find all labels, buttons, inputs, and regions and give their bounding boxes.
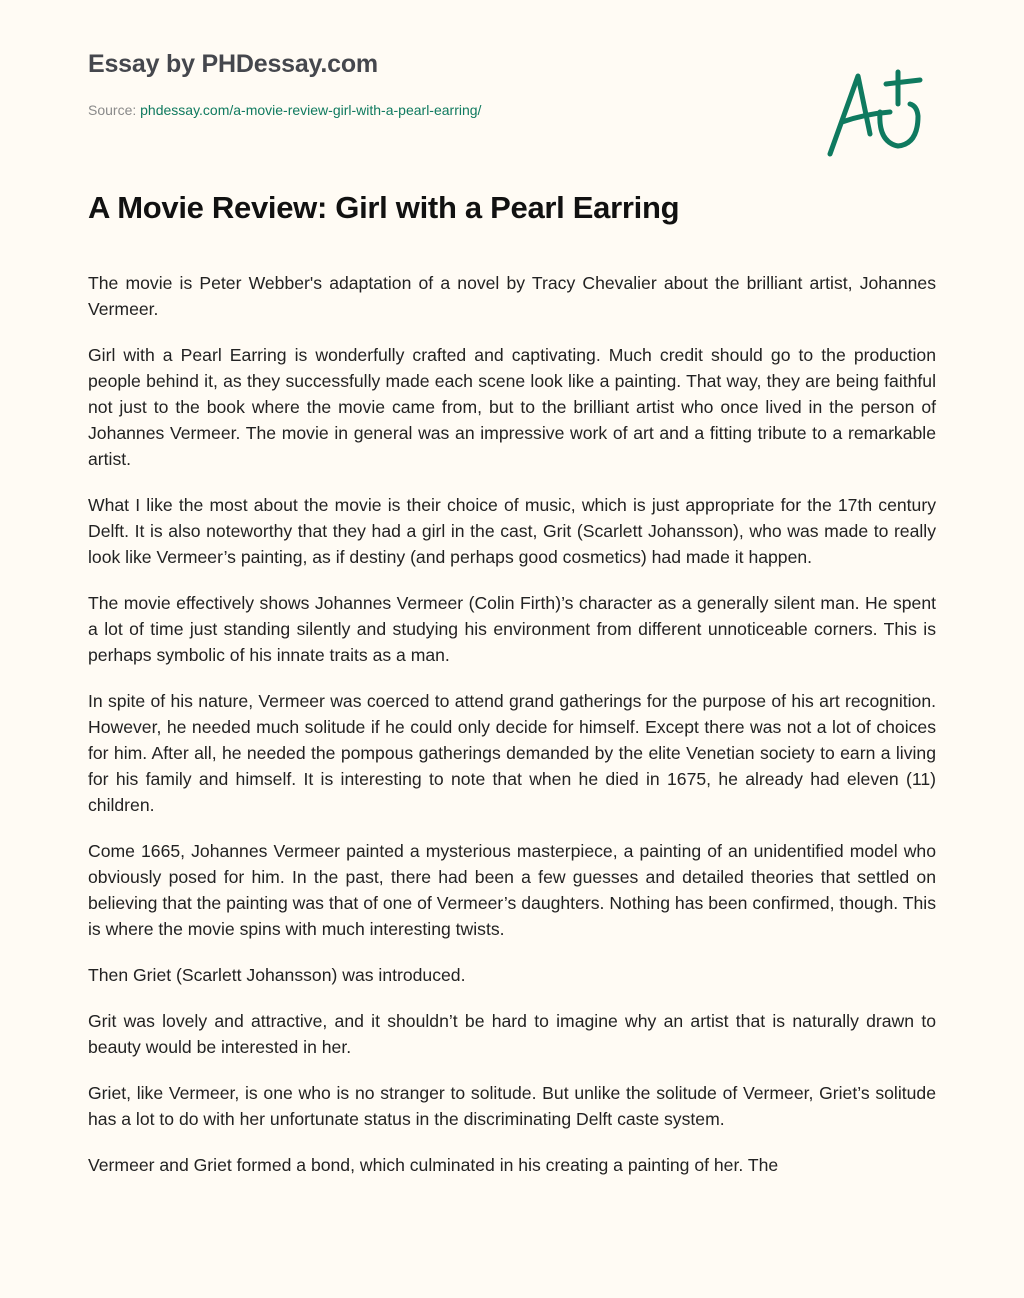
paragraph: Grit was lovely and attractive, and it shouldn’t be hard to imagine why an artist that is naturally drawn to beauty would be interested in her. — [88, 1011, 936, 1057]
paragraph: Girl with a Pearl Earring is wonderfully crafted and captivating. Much credit should go to the production people behind it, as they successfully made each scene look like a painting. That way, they are being faithful not just to the book where the movie came from, but to the brilliant artist who once lived in the person of Johannes Vermeer. The movie in general was an impressive work of art and a fitting tribute to a remarkable artist. — [88, 345, 936, 469]
paragraph: The movie is Peter Webber's adaptation of a novel by Tracy Chevalier about the brilliant artist, Johannes Vermeer. — [88, 273, 936, 319]
site-brand: Essay by PHDessay.com — [88, 50, 378, 78]
paragraph: Vermeer and Griet formed a bond, which culminated in his creating a painting of her. The — [88, 1155, 779, 1175]
paragraph: Then Griet (Scarlett Johansson) was introduced. — [88, 965, 466, 985]
a-plus-logo-icon — [820, 64, 930, 164]
paragraph: Come 1665, Johannes Vermeer painted a mysterious masterpiece, a painting of an unidentified model who obviously posed for him. In the past, there had been a few guesses and detailed theories that settled on believing that the painting was that of one of Vermeer’s daughters. Nothing has been confirmed, though. This is where the movie spins with much interesting twists. — [88, 841, 936, 939]
paragraph: The movie effectively shows Johannes Vermeer (Colin Firth)’s character as a generally silent man. He spent a lot of time just standing silently and studying his environment from different unnoticeable corners. This is perhaps symbolic of his innate traits as a man. — [88, 593, 936, 665]
page-title: A Movie Review: Girl with a Pearl Earring — [88, 190, 680, 225]
source-label: Source: — [88, 102, 137, 118]
source-link[interactable]: phdessay.com/a-movie-review-girl-with-a-pearl-earring/ — [140, 102, 482, 118]
paragraph: In spite of his nature, Vermeer was coerced to attend grand gatherings for the purpose of his art recognition. However, he needed much solitude if he could only decide for himself. Except there was not a lot of choices for him. After all, he needed the pompous gatherings demanded by the elite Venetian society to earn a living for his family and himself. It is interesting to note that when he died in 1675, he already had eleven (11) children. — [88, 691, 936, 815]
source-line — [88, 102, 481, 118]
essay-body — [88, 270, 936, 1198]
paragraph: Griet, like Vermeer, is one who is no stranger to solitude. But unlike the solitude of Vermeer, Griet’s solitude has a lot to do with her unfortunate status in the discriminating Delft caste system. — [88, 1083, 936, 1129]
paragraph: What I like the most about the movie is their choice of music, which is just appropriate for the 17th century Delft. It is also noteworthy that they had a girl in the cast, Grit (Scarlett Johansson), who was made to really look like Vermeer’s painting, as if destiny (and perhaps good cosmetics) had made it happen. — [88, 495, 936, 567]
